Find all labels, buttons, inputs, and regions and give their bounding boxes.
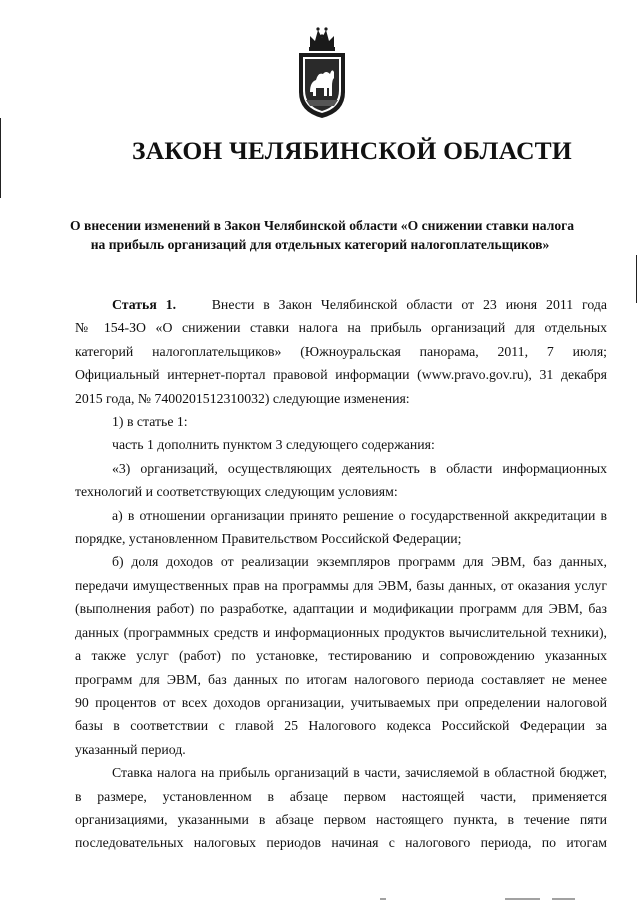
text-line: часть 1 дополнить пунктом 3 следующего содержания: — [112, 437, 435, 453]
text-line: 90 процентов от всех доходов организации, учитываемых при определении налоговой — [75, 694, 607, 710]
document-subtitle — [70, 216, 575, 254]
article-label: Статья 1. — [112, 297, 177, 312]
document-body — [75, 293, 607, 855]
scan-footer-marks — [0, 895, 640, 905]
text-line: порядке, установленном Правительством Российской Федерации; — [75, 531, 462, 547]
text-line: 1) в статье 1: — [112, 414, 188, 430]
coat-of-arms-icon — [296, 22, 348, 122]
text-line: организациями, указанными в абзаце первом настоящего пункта, в течение пяти — [75, 811, 607, 827]
text-line: а) в отношении организации принято решение о государственной аккредитации в — [112, 507, 607, 523]
article-intro: Внести в Закон Челябинской области от 23 июня 2011 года — [211, 297, 608, 312]
text-line: б) доля доходов от реализации экземпляров программ для ЭВМ, баз данных, — [112, 554, 607, 570]
text-line: передачи имущественных прав на программы для ЭВМ, базы данных, от оказания услуг — [75, 577, 607, 593]
text-line: Официальный интернет-портал правовой информации (www.pravo.gov.ru), 31 декабря — [75, 367, 607, 383]
document-title: ЗАКОН ЧЕЛЯБИНСКОЙ ОБЛАСТИ — [132, 136, 572, 165]
text-line: указанный период. — [75, 741, 186, 757]
text-line: «3) организаций, осуществляющих деятельность в области информационных — [112, 460, 607, 476]
text-line: технологий и соответствующих следующим условиям: — [75, 484, 398, 500]
text-line: 2015 года, № 7400201512310032) следующие изменения: — [75, 390, 410, 406]
text-line: в размере, установленном в абзаце первом настоящей части, применяется — [75, 788, 607, 804]
text-line: Ставка налога на прибыль организаций в части, зачисляемой в областной бюджет, — [112, 765, 607, 781]
text-line: последовательных налоговых периодов начиная с налогового периода, по итогам — [75, 835, 607, 851]
text-line: данных (программных средств и информационных продуктов вычислительной техники), — [75, 624, 607, 640]
text-line: (выполнения работ) по разработке, адаптации и модификации программ для ЭВМ, баз — [75, 601, 607, 617]
article-first-line — [75, 293, 607, 316]
text-line: категорий налогоплательщиков» (Южноуральская панорама, 2011, 7 июля; — [75, 343, 607, 359]
scan-edge-mark-right — [636, 255, 637, 303]
text-line: а также услуг (работ) по установке, тестированию и сопровождению указанных — [75, 648, 607, 664]
text-line: № 154-ЗО «О снижении ставки налога на прибыль организаций для отдельных — [75, 320, 607, 336]
text-line: базы в соответствии с главой 25 Налогового кодекса Российской Федерации за — [75, 718, 607, 734]
subtitle-line: на прибыль организаций для отдельных категорий налогоплательщиков» — [90, 237, 550, 252]
text-line: программ для ЭВМ, баз данных по итогам налогового периода составляет не менее — [75, 671, 607, 687]
subtitle-line: О внесении изменений в Закон Челябинской области «О снижении ставки налога — [70, 218, 575, 233]
